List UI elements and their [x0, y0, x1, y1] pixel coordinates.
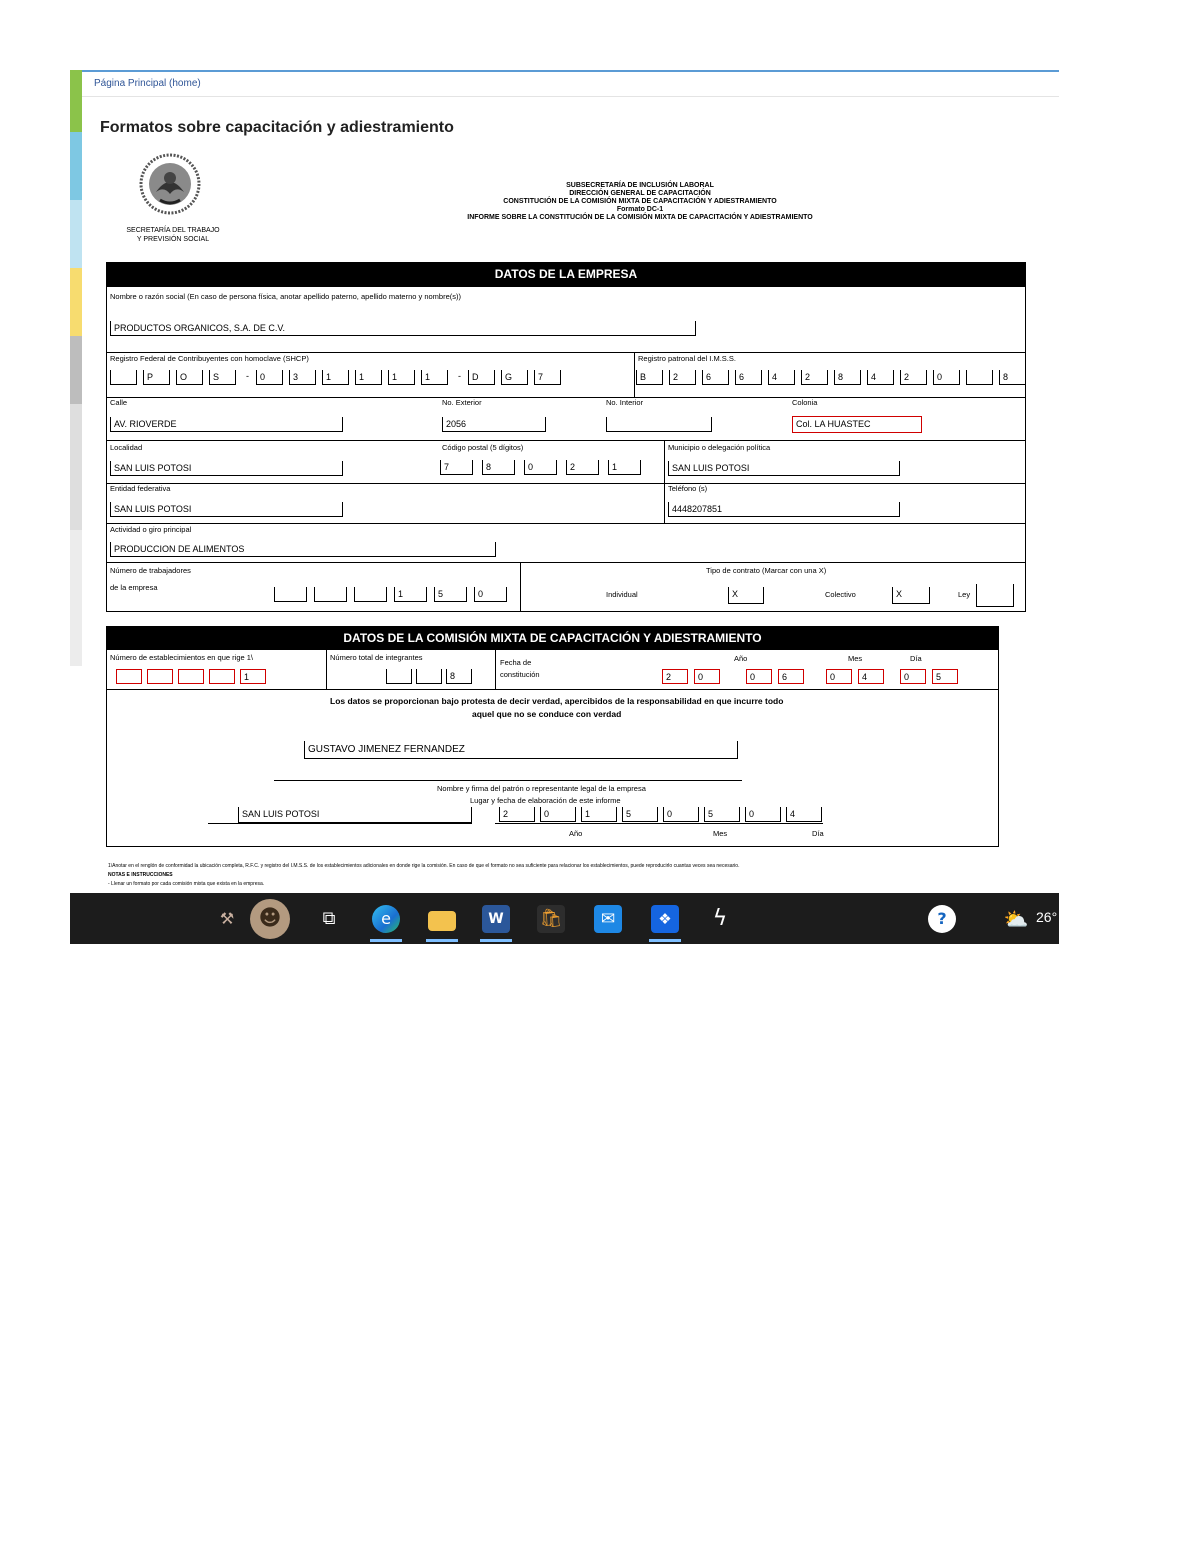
store-icon[interactable]: 🛍	[537, 905, 565, 933]
temperature: 26°	[1036, 909, 1058, 925]
trabajadores-char-cell[interactable]: 0	[474, 587, 507, 602]
col-divider	[664, 440, 665, 523]
entidad-label: Entidad federativa	[110, 484, 171, 493]
col-divider	[495, 650, 496, 689]
elab-dia-label: Día	[812, 829, 824, 838]
imss-char-cell[interactable]: 2	[669, 370, 696, 385]
colonia-input[interactable]: Col. LA HUASTEC	[792, 416, 922, 433]
fecha-char-cell[interactable]: 0	[826, 669, 852, 684]
header-line: DIRECCIÓN GENERAL DE CAPACITACIÓN	[569, 190, 711, 197]
codigo-postal-label: Código postal (5 dígitos)	[442, 443, 524, 452]
razon-social-input[interactable]: PRODUCTOS ORGANICOS, S.A. DE C.V.	[110, 321, 696, 336]
screenshot-area	[70, 70, 1059, 944]
fecha-char-cell[interactable]: 6	[778, 669, 804, 684]
calle-label: Calle	[110, 398, 128, 407]
localidad-label: Localidad	[110, 443, 143, 452]
elab-mes-label: Mes	[713, 829, 728, 838]
no-exterior-label: No. Exterior	[442, 398, 482, 407]
left-stripe-yellow	[70, 268, 82, 336]
header-line: SUBSECRETARÍA DE INCLUSIÓN LABORAL	[566, 182, 714, 189]
trabajadores-label-2: de la empresa	[110, 583, 158, 592]
edge-icon[interactable]: e	[372, 905, 400, 933]
no-interior-input[interactable]	[606, 417, 712, 432]
establecimientos-char-cell[interactable]	[209, 669, 235, 684]
left-stripe-gray	[70, 336, 82, 404]
app-tools-icon[interactable]: ⚒	[219, 909, 235, 928]
individual-mark[interactable]: X	[728, 587, 764, 604]
integrantes-char-cell[interactable]: 8	[446, 669, 472, 684]
trabajadores-char-cell[interactable]	[354, 587, 387, 602]
trabajadores-char-cell[interactable]: 5	[434, 587, 467, 602]
lugar-underline	[208, 823, 472, 824]
municipio-input[interactable]: SAN LUIS POTOSI	[668, 461, 900, 476]
establecimientos-label: Número de establecimientos en que rige 1\	[110, 653, 253, 662]
elab-char-cell[interactable]: 5	[622, 807, 658, 822]
colectivo-label: Colectivo	[825, 590, 856, 599]
active-indicator	[370, 939, 402, 942]
left-stripe-lightblue	[70, 200, 82, 268]
colectivo-mark[interactable]: X	[892, 587, 930, 604]
rfc-char-cell[interactable]	[110, 370, 137, 385]
home-link[interactable]: Página Principal (home)	[94, 78, 201, 89]
row-divider	[106, 483, 1026, 484]
task-view-icon[interactable]: ⧉	[322, 908, 336, 929]
col-divider	[520, 562, 521, 612]
rfc-char-cell[interactable]: 1	[355, 370, 382, 385]
row-divider	[106, 523, 1026, 524]
tipo-contrato-label: Tipo de contrato (Marcar con una X)	[706, 566, 827, 575]
top-accent-line	[82, 70, 1059, 72]
actividad-input[interactable]: PRODUCCION DE ALIMENTOS	[110, 542, 496, 557]
page-title: Formatos sobre capacitación y adiestramiento	[100, 119, 454, 136]
notes-title: NOTAS E INSTRUCCIONES	[108, 872, 173, 878]
imss-char-cell[interactable]: 6	[735, 370, 762, 385]
cp-char-cell[interactable]: 0	[524, 460, 557, 475]
integrantes-char-cell[interactable]	[416, 669, 442, 684]
elab-char-cell[interactable]: 1	[581, 807, 617, 822]
entidad-input[interactable]: SAN LUIS POTOSI	[110, 502, 343, 517]
elab-char-cell[interactable]: 0	[663, 807, 699, 822]
header-line: Formato DC-1	[616, 206, 664, 213]
word-icon[interactable]: W	[482, 905, 510, 933]
rfc-char-cell[interactable]: 3	[289, 370, 316, 385]
elab-char-cell[interactable]: 0	[745, 807, 781, 822]
imss-char-cell[interactable]: 8	[999, 370, 1026, 385]
fecha-char-cell[interactable]: 4	[858, 669, 884, 684]
separator-dash: -	[246, 371, 249, 381]
cp-char-cell[interactable]: 1	[608, 460, 641, 475]
fecha-char-cell[interactable]: 0	[694, 669, 720, 684]
dia-label: Día	[910, 654, 922, 663]
rfc-char-cell[interactable]: P	[143, 370, 170, 385]
header-line: INFORME SOBRE LA CONSTITUCIÓN DE LA COMISIÓN MIXTA DE CAPACITACIÓN Y ADIESTRAMIENTO	[467, 214, 813, 221]
col-divider	[634, 352, 635, 397]
left-stripe-lightgray	[70, 404, 82, 530]
rfc-char-cell[interactable]: 1	[421, 370, 448, 385]
protesta-line-1: Los datos se proporcionan bajo protesta de decir verdad, apercibidos de la responsabilidad en que incurre todo	[330, 696, 784, 706]
dropbox-icon[interactable]: ❖	[651, 905, 679, 933]
taskbar	[70, 893, 1059, 944]
establecimientos-char-cell[interactable]: 1	[240, 669, 266, 684]
rfc-char-cell[interactable]: S	[209, 370, 236, 385]
imss-char-cell[interactable]: 4	[867, 370, 894, 385]
cp-char-cell[interactable]: 7	[440, 460, 473, 475]
row-divider	[106, 397, 1026, 398]
imss-char-cell[interactable]: 4	[768, 370, 795, 385]
trabajadores-char-cell[interactable]	[274, 587, 307, 602]
anio-label: Año	[734, 654, 748, 663]
active-indicator	[649, 939, 681, 942]
no-interior-label: No. Interior	[606, 398, 644, 407]
trabajadores-char-cell[interactable]	[314, 587, 347, 602]
lugar-label: Lugar y fecha de elaboración de este informe	[470, 796, 621, 805]
fecha-char-cell[interactable]: 0	[900, 669, 926, 684]
imss-char-cell[interactable]: 2	[801, 370, 828, 385]
rfc-char-cell[interactable]: 1	[322, 370, 349, 385]
ley-mark[interactable]	[976, 584, 1014, 607]
notes-instruction: - Llenar un formato por cada comisión mixta que exista en la empresa.	[108, 881, 265, 887]
imss-char-cell[interactable]: 2	[900, 370, 927, 385]
fecha-char-cell[interactable]: 2	[662, 669, 688, 684]
footnote-1: 1\Anotar en el renglón de conformidad la ubicación completa, R.F.C. y registro del I.M.S.S. de los establecimientos adicionales en donde rige la comisión. En caso de que el formato no sea suficiente para relacionar los establecimientos, puede reproducirlo cuantas veces sea necesario.	[108, 863, 740, 869]
rfc-char-cell[interactable]: G	[501, 370, 528, 385]
localidad-input[interactable]: SAN LUIS POTOSI	[110, 461, 343, 476]
active-indicator	[426, 939, 458, 942]
rfc-char-cell[interactable]: 1	[388, 370, 415, 385]
help-icon[interactable]: ?	[928, 905, 956, 933]
mail-icon[interactable]: ✉	[594, 905, 622, 933]
elab-anio-label: Año	[569, 829, 583, 838]
trabajadores-label-1: Número de trabajadores	[110, 566, 191, 575]
active-indicator	[480, 939, 512, 942]
rfc-char-cell[interactable]: 0	[256, 370, 283, 385]
trabajadores-char-cell[interactable]: 1	[394, 587, 427, 602]
establecimientos-char-cell[interactable]	[116, 669, 142, 684]
imss-char-cell[interactable]: 6	[702, 370, 729, 385]
secretaria-name	[108, 226, 238, 244]
municipio-label: Municipio o delegación política	[668, 443, 771, 452]
secretaria-line: SECRETARÍA DEL TRABAJO	[126, 227, 220, 234]
elab-char-cell[interactable]: 4	[786, 807, 822, 822]
header-line: CONSTITUCIÓN DE LA COMISIÓN MIXTA DE CAPACITACIÓN Y ADIESTRAMIENTO	[503, 198, 777, 205]
firma-label: Nombre y firma del patrón o representante legal de la empresa	[437, 784, 646, 793]
signature-line	[274, 780, 742, 781]
lugar-input[interactable]: SAN LUIS POTOSI	[238, 807, 472, 823]
file-explorer-icon[interactable]	[428, 911, 456, 931]
left-stripe-blue	[70, 132, 82, 200]
row-divider	[106, 689, 999, 690]
establecimientos-char-cell[interactable]	[147, 669, 173, 684]
separator-dash: -	[458, 371, 461, 381]
comision-section-title: DATOS DE LA COMISIÓN MIXTA DE CAPACITACIÓN Y ADIESTRAMIENTO	[106, 626, 999, 650]
left-stripe-green	[70, 70, 82, 132]
empresa-form	[106, 262, 1026, 612]
rfc-char-cell[interactable]: O	[176, 370, 203, 385]
bolt-app-icon[interactable]: ϟ	[712, 906, 728, 931]
row-divider	[106, 352, 1026, 353]
empresa-section-title: DATOS DE LA EMPRESA	[106, 262, 1026, 287]
elab-char-cell[interactable]: 2	[499, 807, 535, 822]
individual-label: Individual	[606, 590, 638, 599]
weather-icon[interactable]: ⛅	[1003, 907, 1029, 931]
imss-label: Registro patronal del I.M.S.S.	[638, 354, 736, 363]
telefono-input[interactable]: 4448207851	[668, 502, 900, 517]
cp-char-cell[interactable]: 8	[482, 460, 515, 475]
secretaria-line: Y PREVISIÓN SOCIAL	[136, 236, 210, 243]
mes-label: Mes	[848, 654, 863, 663]
integrantes-label: Número total de integrantes	[330, 653, 423, 662]
col-divider	[326, 650, 327, 689]
fecha-char-cell[interactable]: 5	[932, 669, 958, 684]
actividad-label: Actividad o giro principal	[110, 525, 192, 534]
fecha-char-cell[interactable]: 0	[746, 669, 772, 684]
protesta-line-2: aquel que no se conduce con verdad	[472, 709, 622, 719]
row-divider	[106, 562, 1026, 563]
no-exterior-input[interactable]: 2056	[442, 417, 546, 432]
fecha-underline	[495, 823, 823, 824]
fecha-label-2: constitución	[500, 670, 540, 679]
avatar-icon[interactable]: ☻	[250, 899, 290, 939]
imss-char-cell[interactable]	[966, 370, 993, 385]
razon-social-label: Nombre o razón social (En caso de persona física, anotar apellido paterno, apellido materno y nombre(s))	[110, 292, 462, 301]
ley-label: Ley	[958, 590, 971, 599]
divider	[82, 96, 1059, 97]
elab-char-cell[interactable]: 0	[540, 807, 576, 822]
elab-char-cell[interactable]: 5	[704, 807, 740, 822]
colonia-label: Colonia	[792, 398, 818, 407]
representante-input[interactable]: GUSTAVO JIMENEZ FERNANDEZ	[304, 741, 738, 759]
left-stripe-pale	[70, 530, 82, 666]
rfc-char-cell[interactable]: D	[468, 370, 495, 385]
rfc-char-cell[interactable]: 7	[534, 370, 561, 385]
fecha-label-1: Fecha de	[500, 658, 532, 667]
establecimientos-char-cell[interactable]	[178, 669, 204, 684]
form-header	[350, 182, 930, 222]
row-divider	[106, 440, 1026, 441]
integrantes-char-cell[interactable]	[386, 669, 412, 684]
mexico-seal-icon	[130, 152, 210, 216]
imss-char-cell[interactable]: 8	[834, 370, 861, 385]
calle-input[interactable]: AV. RIOVERDE	[110, 417, 343, 432]
rfc-label: Registro Federal de Contribuyentes con homoclave (SHCP)	[110, 354, 309, 363]
cp-char-cell[interactable]: 2	[566, 460, 599, 475]
imss-char-cell[interactable]: 0	[933, 370, 960, 385]
imss-char-cell[interactable]: B	[636, 370, 663, 385]
telefono-label: Teléfono (s)	[668, 484, 708, 493]
